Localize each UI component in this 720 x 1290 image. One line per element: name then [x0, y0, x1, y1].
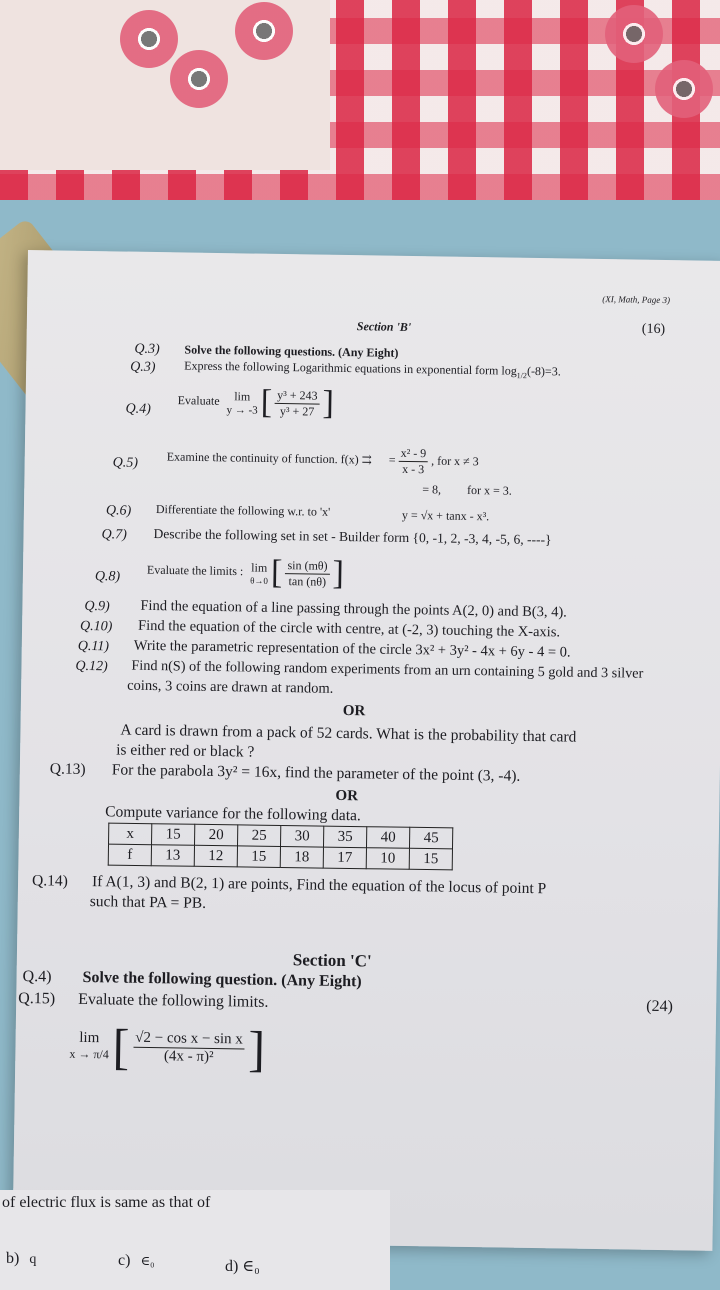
- section-c-q4-label: Q.4): [22, 968, 52, 986]
- page-ref: (XI, Math, Page 3): [602, 294, 671, 306]
- q9-text: Find the equation of a line passing through the points A(2, 0) and B(3, 4).: [140, 597, 567, 621]
- variance-text: Compute variance for the following data.: [105, 803, 361, 825]
- q12-text-line2: coins, 3 coins are drawn at random.: [127, 677, 334, 697]
- q14-label: Q.14): [31, 872, 68, 890]
- q8-label: Q.8): [94, 569, 121, 585]
- q11-text: Write the parametric representation of the circle 3x² + 3y² - 4x + 6y - 4 = 0.: [133, 637, 571, 661]
- q11-label: Q.11): [77, 638, 110, 655]
- q15-text: Evaluate the following limits.: [78, 990, 269, 1011]
- or-divider: OR: [335, 787, 359, 805]
- section-b-marks: (16): [641, 321, 666, 338]
- flower-pattern: [235, 2, 293, 60]
- q6-text: Differentiate the following w.r. to 'x': [155, 502, 331, 519]
- q4-expression: Evaluate lim y → -3 [ $\frac{\text{y³ + 243}}{\text{y³ + 27}}$ ]: [177, 383, 335, 422]
- card-question-line2: is either red or black ?: [116, 741, 255, 761]
- q5-label: Q.5): [112, 455, 139, 471]
- question-paper: [12, 250, 720, 1251]
- q5-expression: Examine the continuity of function. f(x) ⇉ = $\frac{\text{x² - 9}}{x - 3}$ , for x ≠ 3: [166, 445, 479, 477]
- table-row: x 15 20 25 30 35 40 45: [109, 823, 453, 849]
- or-divider: OR: [342, 703, 366, 720]
- option-d: d) ∈₀: [225, 1258, 260, 1275]
- q12-label: Q.12): [75, 658, 108, 675]
- section-c-marks: (24): [646, 997, 673, 1016]
- q10-label: Q.10): [79, 618, 113, 635]
- q4-label: Q.4): [125, 401, 151, 417]
- frequency-table: [108, 823, 454, 871]
- q6-label: Q.6): [105, 503, 132, 519]
- section-c-title: Section 'C': [292, 950, 372, 971]
- card-question-line1: A card is drawn from a pack of 52 cards. What is the probability that card: [120, 721, 577, 746]
- q5-second-case: = 8, for x = 3.: [422, 482, 512, 498]
- q3b-label: Q.3): [130, 359, 156, 376]
- q15-limit-expression: lim x → π/4 [ $\frac{\text{√2 − cos x − sin x}}{\text{(4x - π)²}}$ ]: [69, 1018, 266, 1077]
- table-row: f 13 12 15 18 17 10 15: [108, 844, 452, 870]
- q13-text: For the parabola 3y² = 16x, find the parameter of the point (3, -4).: [111, 761, 521, 785]
- q7-text: Describe the following set in set - Builder form {0, -1, 2, -3, 4, -5, 6, ----}: [153, 526, 552, 548]
- q8-expression: Evaluate the limits : lim θ→0 [ $\frac{\sin (m\theta)}{\tan (n\theta)}$ ]: [146, 553, 345, 592]
- q12-text-line1: Find n(S) of the following random experiments from an urn containing 5 gold and 3 silver: [131, 657, 644, 682]
- flower-pattern: [655, 60, 713, 118]
- q14-text-line1: If A(1, 3) and B(2, 1) are points, Find the equation of the locus of point P: [91, 873, 547, 898]
- option-b: b) q: [6, 1250, 37, 1267]
- q13-label: Q.13): [49, 760, 86, 778]
- q10-text: Find the equation of the circle with centre, at (-2, 3) touching the X-axis.: [137, 617, 561, 641]
- flower-pattern: [170, 50, 228, 108]
- option-c: c) ∈₀: [118, 1252, 155, 1269]
- flower-pattern: [120, 10, 178, 68]
- q7-label: Q.7): [101, 527, 127, 543]
- section-b-title: Section 'B': [356, 319, 412, 335]
- section-c-q4-text: Solve the following question. (Any Eight): [82, 968, 362, 991]
- flower-pattern: [605, 5, 663, 63]
- bottom-text: of electric flux is same as that of: [2, 1194, 211, 1211]
- q3b-text: Express the following Logarithmic equations in exponential form $\log_{1/2}(-8)=3$.: [184, 358, 561, 381]
- q15-label: Q.15): [18, 989, 56, 1008]
- q6-expression: y = √x + tanx - x³.: [401, 507, 490, 524]
- q14-text-line2: such that PA = PB.: [89, 893, 207, 912]
- q9-label: Q.9): [84, 598, 110, 615]
- q3-label: Q.3): [134, 341, 160, 358]
- q3-text: Solve the following questions. (Any Eight): [184, 342, 399, 360]
- bottom-paper: [0, 1190, 390, 1290]
- arrow-icon: ⇉: [361, 452, 372, 467]
